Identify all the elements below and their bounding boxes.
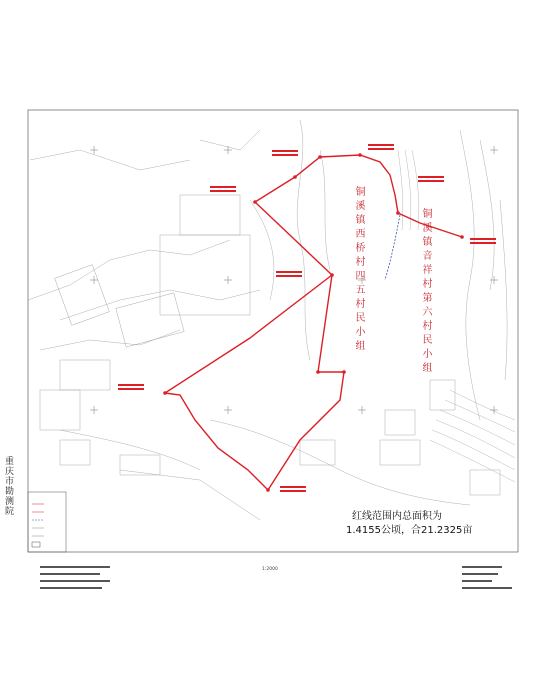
point-label-marks <box>118 144 496 492</box>
west-group-label: 铜溪镇西桥村四五村民小组 <box>353 186 364 354</box>
map-frame <box>28 110 518 552</box>
legend-box <box>28 492 66 552</box>
grid-cross-markers <box>90 146 498 414</box>
side-organization-label: 重庆市勘测院 <box>3 456 13 516</box>
area-note-line1: 红线范围内总面积为 <box>352 511 442 522</box>
stream-line <box>385 215 400 280</box>
east-group-label: 铜溪镇音祥村第六村民小组 <box>420 208 431 376</box>
area-note-line2: 1.4155公顷，合21.2325亩 <box>346 525 473 536</box>
contour-lines <box>398 150 515 482</box>
scale-label: 1:2000 <box>262 567 278 572</box>
